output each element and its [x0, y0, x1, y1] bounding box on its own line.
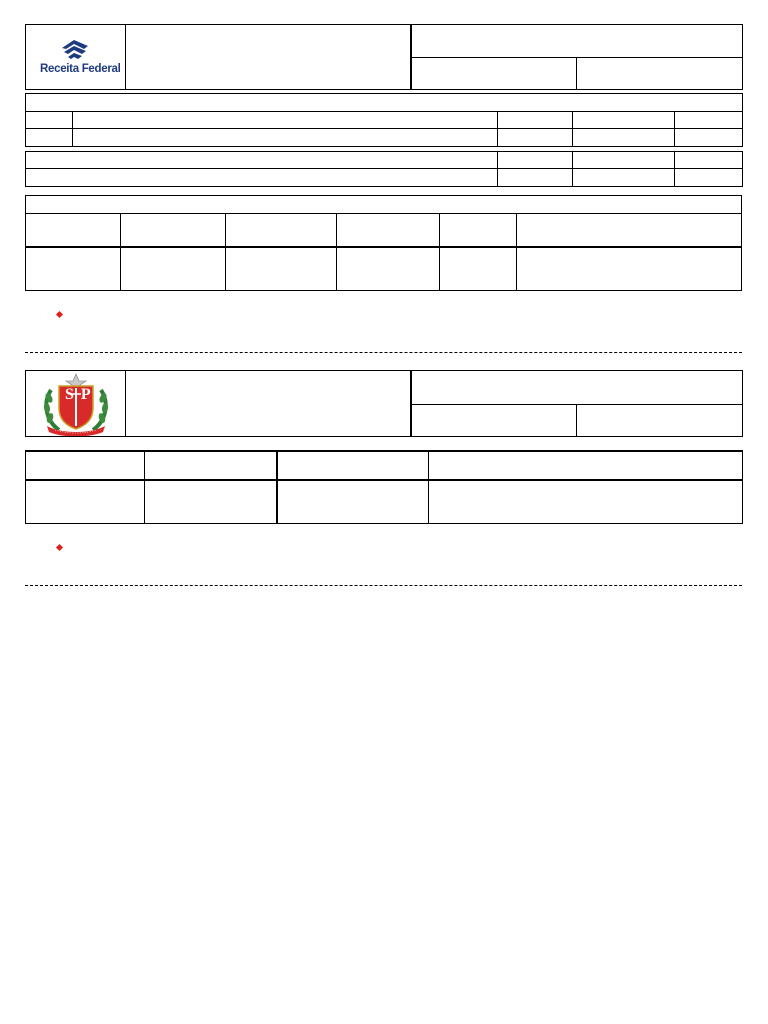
- sp-bullet-icon: [56, 544, 63, 551]
- sp-header-right-hline: [411, 404, 743, 405]
- receita-emblem-icon: [36, 36, 118, 62]
- receita-table-3-header-line: [25, 246, 742, 248]
- receita-table-2-row-line: [25, 168, 743, 169]
- receita-table-2-col-3: [674, 151, 675, 187]
- receita-table-1-col-1: [72, 111, 73, 147]
- header-divider-logo: [125, 24, 126, 90]
- receita-table-1-col-2: [497, 111, 498, 147]
- receita-table-2: [25, 151, 743, 187]
- sp-coat-of-arms-logo: [41, 372, 111, 436]
- receita-federal-logo: [36, 36, 121, 80]
- receita-table-2-col-1: [497, 151, 498, 187]
- receita-table-3: [25, 195, 742, 291]
- header-right-vline: [576, 57, 577, 90]
- receita-table-3-col-5: [516, 213, 517, 291]
- receita-table-1: [25, 111, 743, 147]
- receita-table-1-col-4: [674, 111, 675, 147]
- receita-table-3-title-line: [25, 213, 742, 214]
- cut-line-2: [25, 585, 742, 586]
- sp-table: [25, 450, 743, 524]
- receita-bullet-icon: [56, 311, 63, 318]
- receita-section-title-bar: [25, 93, 743, 112]
- receita-logo-text: Receita Federal: [40, 63, 121, 75]
- sp-logo-letters: SP: [65, 386, 98, 403]
- receita-table-2-col-2: [572, 151, 573, 187]
- sp-table-header-line: [25, 479, 743, 481]
- receita-table-3-col-2: [225, 213, 226, 291]
- cut-line-1: [25, 352, 742, 353]
- receita-table-1-row-line: [25, 128, 743, 129]
- receita-table-3-col-4: [439, 213, 440, 291]
- receita-table-3-col-3: [336, 213, 337, 291]
- receita-table-3-col-1: [120, 213, 121, 291]
- receita-table-1-col-3: [572, 111, 573, 147]
- sp-coat-of-arms-icon: [41, 372, 111, 436]
- sp-table-col-2: [276, 450, 278, 524]
- sp-table-col-1: [144, 450, 145, 524]
- sp-header-divider-logo: [125, 370, 126, 437]
- sp-header-right-vline: [576, 404, 577, 437]
- header-right-hline: [411, 57, 743, 58]
- sp-table-col-3: [428, 450, 429, 524]
